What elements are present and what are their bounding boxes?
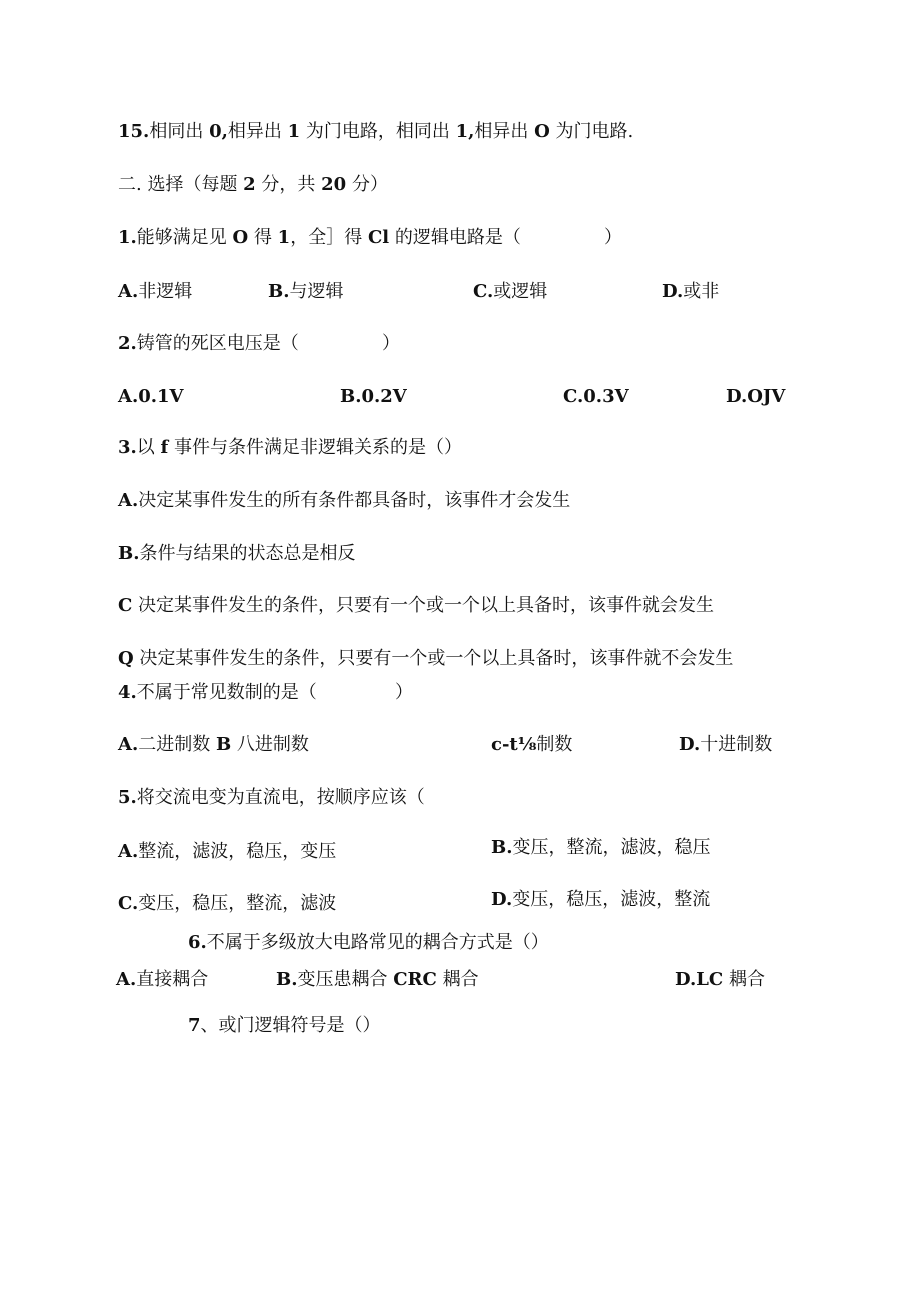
- question-2: [118, 332, 299, 356]
- question-text: 以: [136, 437, 161, 458]
- section-heading-text: 分，共: [255, 174, 322, 195]
- question-text: 相异出: [227, 121, 288, 142]
- question-4: [118, 681, 317, 705]
- bold-value: 2: [243, 174, 256, 195]
- option-text: 0.1V: [138, 386, 184, 407]
- answer-blank-close: ）: [395, 682, 413, 703]
- question-number: 1.: [118, 227, 137, 248]
- question-text: 相同出: [149, 121, 210, 142]
- answer-blank-close: ）: [382, 333, 400, 354]
- option-label: C: [118, 595, 133, 616]
- option-a: [118, 733, 309, 757]
- option-text: 决定某事件发生的所有条件都具备时，该事件才会发生: [138, 490, 571, 511]
- question-6: [188, 931, 549, 955]
- question-text: ，全］得: [290, 227, 368, 248]
- question-text: 为门电路.: [549, 121, 634, 142]
- option-text: 与逻辑: [289, 281, 344, 302]
- option-c: [473, 280, 547, 304]
- section-heading-text: 分）: [346, 174, 388, 195]
- bold-value: 1,: [455, 121, 475, 142]
- option-d: [662, 280, 719, 304]
- option-label: D.LC: [675, 969, 724, 990]
- option-text: 0.3V: [583, 386, 629, 407]
- bold-value: f: [160, 437, 169, 458]
- option-d: [679, 733, 772, 757]
- question-text: 相异出: [474, 121, 535, 142]
- section-heading: [118, 173, 388, 197]
- option-label: B.: [268, 281, 290, 302]
- option-b: [491, 836, 710, 860]
- option-label: A.: [118, 281, 139, 302]
- option-a: [118, 280, 192, 304]
- option-text: 决定某事件发生的条件，只要有一个或一个以上具备时，该事件就会发生: [132, 595, 715, 616]
- option-text: 直接耦合: [136, 969, 209, 990]
- option-b: [340, 385, 407, 409]
- option-label: B.: [491, 837, 513, 858]
- question-text: 不属于多级放大电路常见的耦合方式是（）: [206, 932, 549, 953]
- question-7: [188, 1014, 381, 1038]
- option-label: A.: [118, 841, 139, 862]
- option-label: B.: [118, 543, 140, 564]
- option-text: OJV: [747, 386, 786, 407]
- option-label: D.: [491, 889, 513, 910]
- question-text: 、或门逻辑符号是（）: [200, 1015, 381, 1036]
- option-label: B.: [340, 386, 362, 407]
- question-5: [118, 786, 425, 810]
- question-text: 的逻辑电路是（: [389, 227, 521, 248]
- option-text: 十进制数: [700, 734, 773, 755]
- question-text: 铸管的死区电压是（: [136, 333, 299, 354]
- question-text: 为门电路，相同出: [300, 121, 456, 142]
- bold-value: 1: [277, 227, 291, 248]
- option-text: 耦合: [436, 969, 479, 990]
- question-number: 6.: [188, 932, 207, 953]
- option-label: B.: [276, 969, 298, 990]
- bold-value: 20: [321, 174, 347, 195]
- option-label: A.: [118, 734, 139, 755]
- option-a: [118, 489, 570, 513]
- option-text: 0.2V: [361, 386, 407, 407]
- option-a: [118, 385, 184, 409]
- question-text: 事件与条件满足非逻辑关系的是（）: [168, 437, 463, 458]
- option-text: 制数: [536, 734, 573, 755]
- bold-value: O: [232, 227, 249, 248]
- option-text: 八进制数: [231, 734, 309, 755]
- option-text: 条件与结果的状态总是相反: [139, 543, 356, 564]
- bold-value: O: [534, 121, 550, 142]
- option-text: 变压，整流，滤波，稳压: [512, 837, 711, 858]
- option-text: 非逻辑: [138, 281, 193, 302]
- option-d: [726, 385, 785, 409]
- option-text: 变压，稳压，整流，滤波: [138, 893, 337, 914]
- option-label: CRC: [393, 969, 437, 990]
- option-text: 变压，稳压，滤波，整流: [512, 889, 711, 910]
- option-text: 或非: [683, 281, 720, 302]
- option-label: A.: [118, 386, 139, 407]
- option-a: [118, 840, 336, 864]
- option-d: [675, 968, 765, 992]
- option-b-c: [276, 968, 479, 992]
- option-text: 或逻辑: [493, 281, 548, 302]
- question-number: 15.: [118, 121, 150, 142]
- bold-value: 0,: [209, 121, 228, 142]
- option-a: [116, 968, 208, 992]
- option-c: [118, 594, 714, 618]
- option-label: Q: [118, 648, 134, 669]
- option-label: D.: [679, 734, 701, 755]
- option-b: [118, 542, 355, 566]
- question-text: 得: [248, 227, 278, 248]
- question-number: 5.: [118, 787, 137, 808]
- option-text: 变压患耦合: [297, 969, 394, 990]
- option-label: D.: [726, 386, 748, 407]
- question-number: 3.: [118, 437, 137, 458]
- question-15: [118, 120, 633, 144]
- bold-value: 1: [287, 121, 301, 142]
- option-text: 决定某事件发生的条件，只要有一个或一个以上具备时，该事件就不会发生: [133, 648, 734, 669]
- option-label: c-t⅛: [491, 734, 537, 755]
- option-label: D.: [662, 281, 684, 302]
- question-number: 4.: [118, 682, 137, 703]
- option-d: [118, 647, 733, 671]
- option-label: B: [215, 734, 232, 755]
- question-number: 7: [188, 1015, 201, 1036]
- option-b: [268, 280, 343, 304]
- option-label: C.: [473, 281, 494, 302]
- question-text: 将交流电变为直流电，按顺序应该（: [136, 787, 425, 808]
- question-number: 2.: [118, 333, 137, 354]
- answer-blank-close: ）: [604, 227, 622, 248]
- option-text: 二进制数: [138, 734, 216, 755]
- option-c: [491, 733, 572, 757]
- option-label: A.: [116, 969, 137, 990]
- option-label: A.: [118, 490, 139, 511]
- option-c: [118, 892, 336, 916]
- question-3: [118, 436, 462, 460]
- section-heading-text: 二. 选择（每题: [118, 174, 244, 195]
- option-text: 耦合: [723, 969, 765, 990]
- option-c: [563, 385, 629, 409]
- question-text: 不属于常见数制的是（: [136, 682, 317, 703]
- option-label: C.: [563, 386, 584, 407]
- question-text: 能够满足见: [136, 227, 233, 248]
- question-1: [118, 226, 521, 250]
- option-label: C.: [118, 893, 139, 914]
- option-text: 整流，滤波，稳压，变压: [138, 841, 337, 862]
- bold-value: Cl: [367, 227, 390, 248]
- option-d: [491, 888, 710, 912]
